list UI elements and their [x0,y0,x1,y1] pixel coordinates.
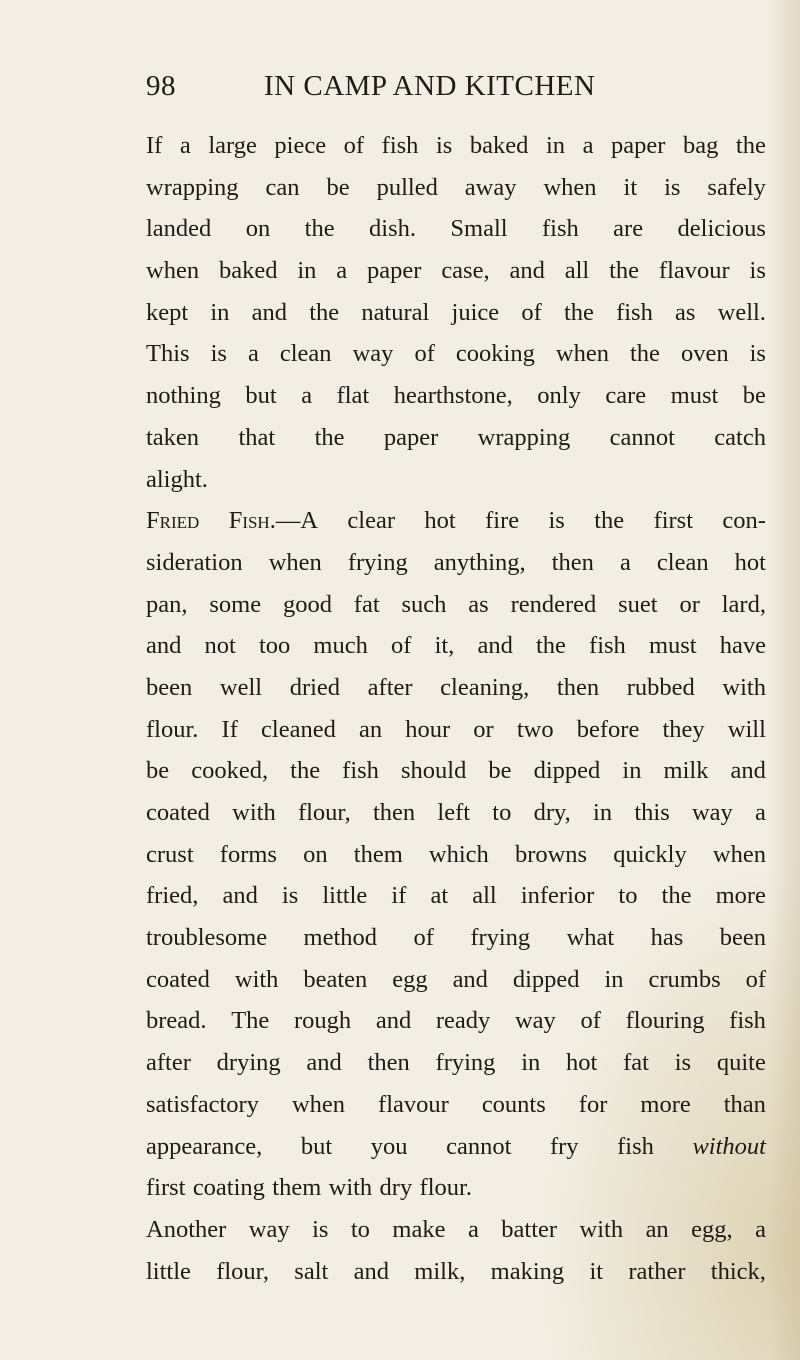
word: fish [589,632,626,660]
word: Another [146,1215,227,1243]
word: delicious [677,215,766,243]
word: rough [293,1007,352,1035]
word: in [604,965,624,993]
word: make [392,1215,446,1243]
word: will [727,715,766,743]
word: the [309,298,340,326]
word: for [578,1090,608,1118]
word: large [208,132,257,159]
word: cannot [446,1132,512,1160]
word: with [328,1174,373,1202]
text-line [146,1251,766,1293]
word: dry [379,1174,413,1202]
word: fish [342,757,379,785]
word: what [566,924,615,952]
text-line [146,208,766,250]
text-line [146,375,766,417]
word: dish. [369,215,416,243]
word: more [640,1090,691,1118]
word: is [281,882,299,910]
word: egg, [691,1215,733,1243]
word: counts [481,1090,546,1118]
word: fry [549,1132,579,1160]
word: that [238,423,276,451]
word: of [391,632,412,660]
word: flour. [146,715,199,743]
word: they [662,715,705,743]
word: away [464,173,517,201]
text-line [146,1000,766,1042]
text-line [146,500,766,542]
word: fish [617,1132,654,1160]
word: hearthstone, [393,382,513,410]
word: to [492,799,512,826]
word: too [258,632,291,660]
word: only [537,382,581,410]
word: on [303,840,328,868]
word: in [593,799,613,826]
word: anything, [433,548,526,576]
word: flour, [297,799,351,826]
word: rubbed [626,673,695,701]
text-line [146,1126,766,1168]
text-line [146,709,766,751]
word: when [543,173,597,201]
word: and [375,1007,412,1035]
word: method [303,924,378,952]
word: dipped [512,965,580,993]
word: kept [146,298,189,326]
word: after [146,1049,191,1077]
text-line [146,167,766,209]
word: is [210,340,227,368]
word: cannot [609,423,675,451]
text-line [146,125,766,167]
word: as [675,298,696,326]
word: frying [470,924,531,952]
word: at [430,882,449,910]
word: and [222,882,258,910]
word: beaten [303,965,368,993]
word: if [391,882,407,910]
text-line [146,459,766,501]
word: quickly [613,840,687,868]
word: the [735,132,766,159]
word: a [301,382,313,410]
word: must [670,382,719,410]
word: been [719,924,766,952]
running-head: IN CAMP AND KITCHEN [264,70,596,102]
word: be [326,173,350,201]
word: coated [146,799,210,826]
word: piece [274,132,327,159]
word: paper [383,423,439,451]
word: well. [717,298,766,326]
word: can [265,173,300,201]
word: crumbs [648,965,721,993]
word: cleaning, [440,673,530,701]
word: and [509,257,545,285]
word: Small [450,215,508,243]
word: it [623,173,638,201]
word: than [723,1090,766,1118]
word: an [645,1215,669,1243]
word: frying [435,1049,496,1077]
word: when [146,257,200,285]
word: juice [451,298,500,326]
word: baked [469,132,529,159]
word: milk [663,757,709,785]
word: salt [294,1257,329,1285]
word: If [221,715,238,743]
word: oven [680,340,729,368]
word: baked [218,257,278,285]
word: milk, [414,1257,466,1285]
text-line [146,417,766,459]
word: way [691,799,733,826]
word: a [755,799,766,826]
word: dried [289,673,341,701]
word: on [245,215,271,243]
word: in [210,298,230,326]
word: case, [441,257,490,285]
word: be [742,382,766,410]
word: but [245,382,277,410]
word: of [580,1007,601,1035]
word: hot [566,1049,598,1077]
word: clean [656,548,709,576]
word: paper [367,257,422,285]
word: flouring [625,1007,705,1035]
word: The [231,1007,270,1035]
body-text [146,125,766,1292]
word: fat [623,1049,649,1077]
word: lard, [721,590,766,618]
word: is [674,1049,692,1077]
word: pan, [146,590,188,618]
word: is [664,173,681,201]
word: should [401,757,467,785]
word: pulled [376,173,438,201]
word: dipped [533,757,601,785]
word: forms [219,840,277,868]
word: of [745,965,766,993]
word: good [282,590,332,618]
text-line [146,1084,766,1126]
word: the [629,340,660,368]
word: some [209,590,262,618]
word: paper [611,132,666,159]
word: the [594,507,625,535]
word: be [488,757,512,785]
word: with [722,673,766,701]
word: satisfactory [146,1090,259,1118]
word: rendered [510,590,597,618]
word: them [272,1174,322,1202]
word: when [291,1090,346,1118]
word: ready [435,1007,491,1035]
word: has [650,924,684,952]
word: all [564,257,590,285]
word: an [358,715,383,743]
word: which [428,840,489,868]
word: hot [424,507,456,535]
word: a [755,1215,766,1243]
word: and [477,632,513,660]
page-number: 98 [146,70,176,102]
word: coating [192,1174,265,1202]
word: first [146,1174,186,1202]
word: then [551,548,594,576]
word: fried, [146,882,199,910]
word: and [146,632,182,660]
word: is [749,257,766,285]
word: bread. [146,1007,207,1035]
word: not [204,632,236,660]
text-line [146,667,766,709]
word: in [297,257,317,285]
word: little [146,1257,191,1285]
word: to [618,882,638,910]
word: the [609,257,640,285]
text-line [146,542,766,584]
word: but [300,1132,333,1160]
text-line [146,333,766,375]
word: suet [618,590,658,618]
word: way [248,1215,290,1243]
word: way [352,340,394,368]
word: flour, [216,1257,269,1285]
word: or [679,590,700,618]
word: two [516,715,554,743]
word: cooking [455,340,535,368]
word: when [268,548,322,576]
word: much [313,632,368,660]
text-line [146,834,766,876]
word: Fried [146,507,200,535]
text-line [146,959,766,1001]
word: browns [514,840,588,868]
text-line [146,1209,766,1251]
word: it, [434,632,455,660]
word: rather [628,1257,686,1285]
word: is [548,507,565,535]
text-line [146,584,766,626]
word: without [692,1132,766,1160]
word: as [468,590,489,618]
word: a [179,132,191,159]
word: all [472,882,497,910]
word: been [146,673,193,701]
word: a [247,340,259,368]
word: flavour [378,1090,449,1118]
text-line [146,625,766,667]
word: alight. [146,465,208,493]
word: a [336,257,348,285]
word: is [312,1215,329,1243]
word: taken [146,423,200,451]
word: safely [707,173,766,201]
word: batter [501,1215,558,1243]
word: the [661,882,692,910]
word: con- [722,507,766,535]
word: or [473,715,494,743]
word: frying [347,548,408,576]
word: nothing [146,382,221,410]
word: appearance, [146,1132,263,1160]
word: the [314,423,345,451]
word: clean [279,340,332,368]
word: thick, [710,1257,766,1285]
word: them [353,840,403,868]
word: wrapping [477,423,571,451]
word: cleaned [261,715,336,743]
word: well [219,673,263,701]
word: fish [381,132,419,159]
word: fish [542,215,579,243]
word: cooked, [191,757,269,785]
word: this [634,799,670,826]
word: a [582,132,594,159]
word: such [401,590,447,618]
text-line [146,1042,766,1084]
word: in [521,1049,541,1077]
word: This [146,340,190,368]
word: it [589,1257,604,1285]
word: crust [146,840,194,868]
word: fish [729,1007,766,1035]
word: before [576,715,640,743]
word: wrapping [146,173,239,201]
word: bag [682,132,719,159]
word: troublesome [146,924,268,952]
word: inferior [520,882,595,910]
word: is [435,132,453,159]
word: fish [616,298,653,326]
word: first [653,507,694,535]
text-line [146,792,766,834]
word: making [490,1257,565,1285]
word: sideration [146,548,243,576]
word: quite [716,1049,766,1077]
word: must [648,632,697,660]
word: and [730,757,766,785]
word: be [146,757,170,785]
word: after [367,673,413,701]
word: and [452,965,488,993]
word: Fish.—A [228,507,319,535]
text-line [146,1167,766,1209]
word: the [535,632,566,660]
word: then [367,1049,410,1077]
word: in [622,757,642,785]
word: fire [485,507,520,535]
word: the [290,757,321,785]
word: drying [216,1049,281,1077]
word: a [619,548,631,576]
word: you [370,1132,408,1160]
word: in [545,132,565,159]
word: flat [336,382,370,410]
word: of [343,132,365,159]
word: catch [714,423,766,451]
word: of [413,924,434,952]
word: natural [361,298,430,326]
page-header [146,66,666,106]
text-line [146,250,766,292]
word: then [556,673,600,701]
word: to [350,1215,370,1243]
text-line [146,292,766,334]
word: more [715,882,766,910]
text-line [146,917,766,959]
word: the [563,298,594,326]
word: landed [146,215,212,243]
word: of [521,298,542,326]
word: and [353,1257,389,1285]
text-line [146,875,766,917]
word: when [555,340,609,368]
word: flour. [419,1174,472,1202]
word: flavour [658,257,730,285]
word: left [437,799,471,826]
word: and [251,298,287,326]
word: with [234,965,279,993]
word: when [712,840,766,868]
word: is [749,340,766,368]
word: hot [734,548,766,576]
word: hour [405,715,451,743]
word: are [613,215,644,243]
word: then [372,799,416,826]
text-line [146,750,766,792]
word: with [579,1215,624,1243]
word: way [514,1007,556,1035]
word: fat [353,590,380,618]
word: clear [347,507,396,535]
word: care [605,382,647,410]
word: little [322,882,368,910]
word: the [304,215,335,243]
word: have [719,632,766,660]
word: If [146,132,163,159]
word: and [306,1049,342,1077]
word: dry, [533,799,571,826]
word: with [232,799,276,826]
word: egg [392,965,428,993]
word: coated [146,965,210,993]
word: a [467,1215,479,1243]
word: of [414,340,435,368]
